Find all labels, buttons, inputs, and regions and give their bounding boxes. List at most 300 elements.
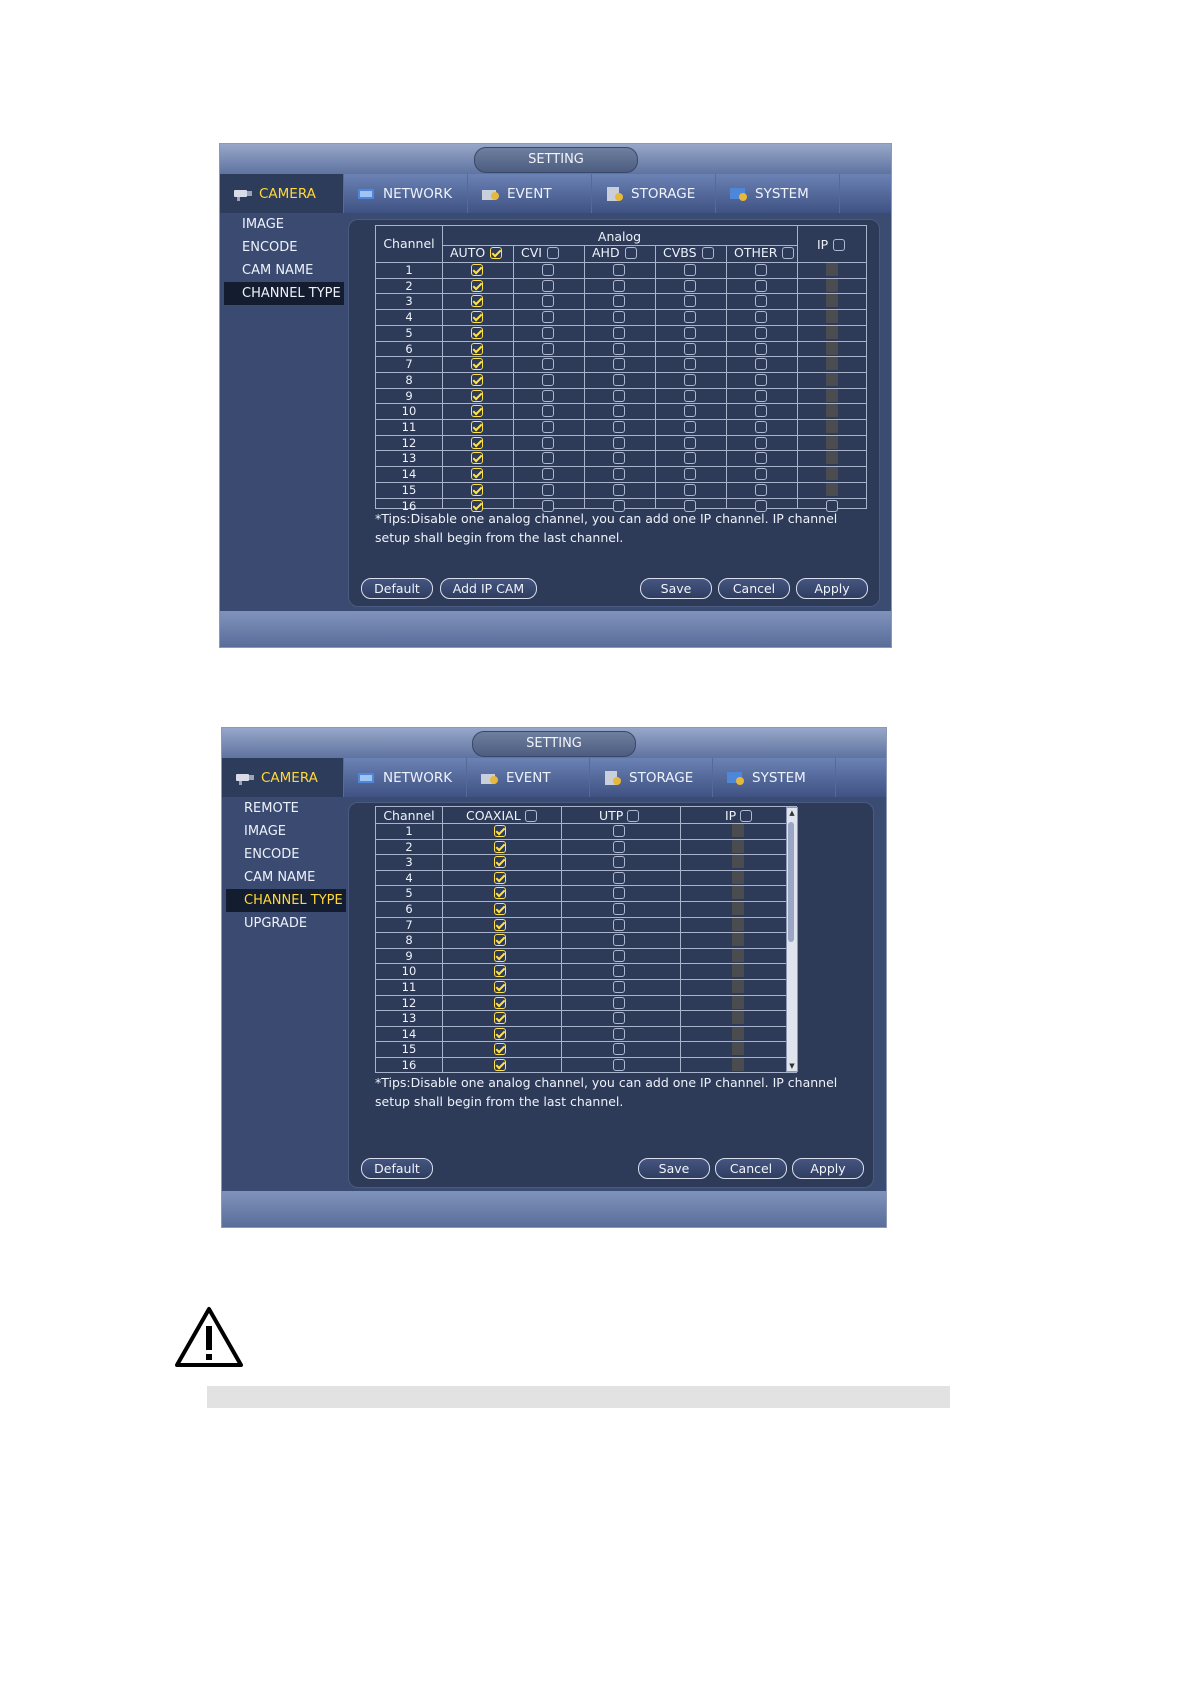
row-checkbox-auto[interactable]: [471, 358, 483, 370]
row-checkbox-auto[interactable]: [471, 437, 483, 449]
channel-number: 3: [405, 855, 413, 870]
channel-number: 2: [405, 278, 413, 293]
row-checkbox-utp[interactable]: [613, 919, 625, 931]
row-checkbox-auto[interactable]: [471, 311, 483, 323]
row-checkbox-utp[interactable]: [613, 965, 625, 977]
row-checkbox-cvi[interactable]: [542, 280, 554, 292]
channel-number: 1: [405, 824, 413, 838]
row-checkbox-cvbs[interactable]: [684, 437, 696, 449]
row-checkbox-ahd[interactable]: [613, 484, 625, 496]
row-checkbox-coaxial[interactable]: [494, 903, 506, 915]
row-checkbox-auto[interactable]: [471, 405, 483, 417]
channel-type-table: [375, 225, 867, 513]
row-checkbox-other[interactable]: [755, 468, 767, 480]
channel-number: 8: [405, 933, 413, 948]
sidebar-item-encode[interactable]: ENCODE: [242, 240, 298, 255]
default-button[interactable]: Default: [361, 1158, 433, 1179]
grid-line: [376, 498, 866, 499]
row-ip-disabled: [732, 1011, 744, 1024]
add-ip-cam-button[interactable]: Add IP CAM: [440, 578, 537, 599]
row-ip-disabled: [732, 886, 744, 899]
row-checkbox-other[interactable]: [755, 311, 767, 323]
channel-type-screen-2: [221, 727, 887, 1228]
row-checkbox-other[interactable]: [755, 343, 767, 355]
grid-line: [561, 807, 562, 1072]
scroll-down-arrow-icon[interactable]: ▼: [789, 1062, 795, 1070]
default-button[interactable]: Default: [361, 578, 433, 599]
channel-type-table: [375, 806, 797, 1073]
sidebar: [220, 213, 352, 611]
row-checkbox-ahd[interactable]: [613, 358, 625, 370]
tab-storage[interactable]: [592, 174, 716, 213]
main-tabs: [222, 758, 886, 797]
tips-line-2: setup shall begin from the last channel.: [375, 1094, 624, 1109]
column-header-label: OTHER: [734, 245, 778, 260]
channel-number: 13: [401, 1011, 417, 1026]
row-checkbox-auto[interactable]: [471, 390, 483, 402]
channel-number: 6: [405, 341, 413, 356]
sidebar-item-image[interactable]: IMAGE: [244, 824, 287, 839]
row-checkbox-cvbs[interactable]: [684, 295, 696, 307]
channel-number: 1: [405, 263, 413, 277]
row-checkbox-cvi[interactable]: [542, 437, 554, 449]
row-checkbox-utp[interactable]: [613, 903, 625, 915]
tab-label: SYSTEM: [752, 769, 806, 786]
row-checkbox-cvbs[interactable]: [684, 311, 696, 323]
channel-number: 14: [401, 1026, 417, 1041]
grid-line: [376, 262, 866, 263]
channel-number: 5: [405, 325, 413, 340]
row-checkbox-coaxial[interactable]: [494, 856, 506, 868]
content-panel: [348, 219, 880, 607]
row-checkbox-coaxial[interactable]: [494, 950, 506, 962]
system-icon: [725, 770, 747, 786]
grid-line: [376, 403, 866, 404]
channel-number: 8: [405, 372, 413, 387]
scroll-up-arrow-icon[interactable]: ▲: [789, 809, 795, 817]
row-checkbox-other[interactable]: [755, 452, 767, 464]
row-checkbox-auto[interactable]: [471, 280, 483, 292]
content-panel: [348, 802, 874, 1188]
column-header-label: CVI: [521, 245, 542, 260]
camera-icon: [232, 186, 254, 202]
sidebar-item-remote[interactable]: REMOTE: [244, 801, 299, 816]
channel-number: 4: [405, 870, 413, 885]
column-header-label: COAXIAL: [466, 808, 521, 823]
row-checkbox-auto[interactable]: [471, 452, 483, 464]
channel-number: 9: [405, 388, 413, 403]
channel-number: 12: [401, 995, 417, 1010]
tips-text: [375, 509, 875, 547]
row-ip-disabled: [732, 933, 744, 946]
window-title: SETTING: [474, 147, 638, 173]
column-header-checkbox[interactable]: [625, 247, 637, 259]
grid-line: [376, 341, 866, 342]
channel-number: 13: [401, 451, 417, 466]
row-checkbox-utp[interactable]: [613, 950, 625, 962]
tab-storage[interactable]: [590, 758, 713, 797]
row-checkbox-cvbs[interactable]: [684, 327, 696, 339]
row-checkbox-cvi[interactable]: [542, 358, 554, 370]
tab-label: STORAGE: [629, 769, 694, 786]
channel-number: 16: [401, 498, 417, 513]
row-checkbox-other[interactable]: [755, 390, 767, 402]
row-checkbox-auto[interactable]: [471, 374, 483, 386]
row-ip-disabled: [732, 918, 744, 931]
row-checkbox-auto[interactable]: [471, 421, 483, 433]
row-checkbox-cvi[interactable]: [542, 295, 554, 307]
row-ip-disabled: [732, 964, 744, 977]
tab-event[interactable]: [467, 758, 590, 797]
row-checkbox-cvbs[interactable]: [684, 405, 696, 417]
grid-line: [376, 356, 866, 357]
row-checkbox-ahd[interactable]: [613, 390, 625, 402]
tab-system[interactable]: [716, 174, 840, 213]
row-checkbox-coaxial[interactable]: [494, 981, 506, 993]
camera-icon: [234, 770, 256, 786]
column-header-checkbox[interactable]: [782, 247, 794, 259]
row-ip-disabled: [826, 279, 838, 292]
row-checkbox-cvi[interactable]: [542, 343, 554, 355]
row-checkbox-cvi[interactable]: [542, 405, 554, 417]
event-icon: [480, 186, 502, 202]
channel-number: 15: [401, 482, 417, 497]
grid-line: [376, 466, 866, 467]
column-header-label: UTP: [599, 808, 624, 823]
channel-number: 10: [401, 964, 417, 979]
row-checkbox-cvi[interactable]: [542, 484, 554, 496]
row-checkbox-cvbs[interactable]: [684, 280, 696, 292]
row-checkbox-coaxial[interactable]: [494, 965, 506, 977]
row-checkbox-coaxial[interactable]: [494, 1028, 506, 1040]
row-ip-disabled: [826, 467, 838, 480]
row-checkbox-utp[interactable]: [613, 981, 625, 993]
row-checkbox-ahd[interactable]: [613, 280, 625, 292]
row-checkbox-ahd[interactable]: [613, 374, 625, 386]
row-ip-disabled: [826, 294, 838, 307]
row-checkbox-utp[interactable]: [613, 1059, 625, 1071]
grid-line: [726, 245, 727, 508]
row-checkbox-coaxial[interactable]: [494, 919, 506, 931]
row-ip-disabled: [732, 902, 744, 915]
channel-number: 3: [405, 294, 413, 309]
column-header-label: CVBS: [663, 245, 697, 260]
tab-label: SYSTEM: [755, 185, 809, 202]
channel-number: 4: [405, 310, 413, 325]
row-checkbox-cvi[interactable]: [542, 452, 554, 464]
column-header-label: IP: [725, 808, 737, 823]
tab-label: EVENT: [506, 769, 551, 786]
tab-network[interactable]: [344, 758, 467, 797]
channel-type-screen-1: [219, 143, 892, 648]
column-header-checkbox[interactable]: [740, 810, 752, 822]
row-checkbox-cvbs[interactable]: [684, 374, 696, 386]
save-button[interactable]: Save: [638, 1158, 710, 1179]
row-checkbox-ahd[interactable]: [613, 437, 625, 449]
grid-line: [584, 245, 585, 508]
row-checkbox-coaxial[interactable]: [494, 887, 506, 899]
event-icon: [479, 770, 501, 786]
row-checkbox-utp[interactable]: [613, 997, 625, 1009]
tab-system[interactable]: [713, 758, 836, 797]
grid-line: [376, 325, 866, 326]
column-header-label: AUTO: [450, 245, 486, 260]
channel-number: 15: [401, 1042, 417, 1057]
row-checkbox-cvbs[interactable]: [684, 452, 696, 464]
ip-header: [817, 237, 845, 252]
row-checkbox-other[interactable]: [755, 280, 767, 292]
row-ip-disabled: [826, 451, 838, 464]
channel-number: 6: [405, 902, 413, 916]
channel-number: 14: [401, 467, 417, 482]
row-ip-disabled: [732, 996, 744, 1009]
channel-header: Channel: [383, 808, 435, 823]
tab-network[interactable]: [344, 174, 468, 213]
channel-number: 11: [401, 980, 417, 994]
sidebar-item-channel-type[interactable]: CHANNEL TYPE: [226, 889, 346, 912]
row-checkbox-cvi[interactable]: [542, 264, 554, 276]
row-ip-disabled: [732, 949, 744, 962]
channel-number: 9: [405, 948, 413, 963]
footer-bar: [222, 1191, 886, 1227]
grid-line: [376, 309, 866, 310]
row-checkbox-other[interactable]: [755, 437, 767, 449]
row-checkbox-other[interactable]: [755, 421, 767, 433]
sidebar-item-image[interactable]: IMAGE: [242, 217, 285, 232]
column-header: [450, 245, 502, 260]
note-bar: [207, 1386, 950, 1408]
tab-label: STORAGE: [631, 185, 696, 202]
row-checkbox-auto[interactable]: [471, 295, 483, 307]
row-checkbox-auto[interactable]: [471, 343, 483, 355]
analog-group-header: Analog: [597, 229, 642, 244]
grid-line: [655, 245, 656, 508]
grid-line: [376, 293, 866, 294]
row-checkbox-ahd[interactable]: [613, 452, 625, 464]
title-bar: [222, 728, 886, 758]
column-header-checkbox[interactable]: [490, 247, 502, 259]
column-header: [521, 245, 559, 260]
row-checkbox-utp[interactable]: [613, 887, 625, 899]
row-ip-disabled: [732, 1058, 744, 1071]
row-ip-disabled: [732, 871, 744, 884]
row-ip-disabled: [826, 389, 838, 402]
row-checkbox-cvi[interactable]: [542, 421, 554, 433]
row-checkbox-cvbs[interactable]: [684, 343, 696, 355]
row-checkbox-ahd[interactable]: [613, 264, 625, 276]
row-checkbox-utp[interactable]: [613, 1028, 625, 1040]
cancel-button[interactable]: Cancel: [718, 578, 790, 599]
row-ip-disabled: [732, 980, 744, 993]
column-header: [466, 808, 537, 823]
row-checkbox-other[interactable]: [755, 484, 767, 496]
sidebar: [222, 797, 354, 1191]
title-bar: [220, 144, 891, 174]
row-checkbox-auto[interactable]: [471, 327, 483, 339]
column-header: [599, 808, 639, 823]
channel-number: 11: [401, 420, 417, 434]
row-ip-disabled: [826, 310, 838, 323]
row-ip-disabled: [826, 373, 838, 386]
grid-line: [513, 245, 514, 508]
tab-label: NETWORK: [383, 769, 453, 786]
tab-label: NETWORK: [383, 185, 453, 202]
row-checkbox-cvbs[interactable]: [684, 468, 696, 480]
row-checkbox-utp[interactable]: [613, 856, 625, 868]
row-checkbox-cvbs[interactable]: [684, 264, 696, 276]
grid-line: [376, 372, 866, 373]
row-checkbox-ahd[interactable]: [613, 311, 625, 323]
row-checkbox-coaxial[interactable]: [494, 1012, 506, 1024]
tab-label: CAMERA: [259, 185, 316, 202]
column-header: [734, 245, 794, 260]
row-checkbox-utp[interactable]: [613, 841, 625, 853]
row-checkbox-cvi[interactable]: [542, 468, 554, 480]
grid-line: [680, 807, 681, 1072]
row-ip-disabled: [826, 436, 838, 449]
row-checkbox-other[interactable]: [755, 264, 767, 276]
storage-icon: [604, 186, 626, 202]
row-checkbox-coaxial[interactable]: [494, 1059, 506, 1071]
row-ip-disabled: [732, 824, 744, 837]
row-checkbox-utp[interactable]: [613, 825, 625, 837]
column-header: [663, 245, 714, 260]
channel-number: 16: [401, 1058, 417, 1072]
column-header-checkbox[interactable]: [702, 247, 714, 259]
network-icon: [356, 770, 378, 786]
grid-line: [376, 419, 866, 420]
channel-number: 7: [405, 357, 413, 372]
row-ip-disabled: [826, 326, 838, 339]
cancel-button[interactable]: Cancel: [715, 1158, 787, 1179]
window-title: SETTING: [472, 731, 636, 757]
tab-event[interactable]: [468, 174, 592, 213]
tips-line-1: *Tips:Disable one analog channel, you can add one IP channel. IP channel: [375, 1075, 838, 1090]
sidebar-item-channel-type[interactable]: CHANNEL TYPE: [224, 282, 344, 305]
grid-line: [376, 278, 866, 279]
apply-button[interactable]: Apply: [796, 578, 868, 599]
row-ip-disabled: [826, 342, 838, 355]
row-checkbox-ahd[interactable]: [613, 421, 625, 433]
tab-camera[interactable]: [220, 174, 344, 213]
row-checkbox-ahd[interactable]: [613, 295, 625, 307]
channel-number: 2: [405, 839, 413, 854]
tips-line-2: setup shall begin from the last channel.: [375, 530, 624, 545]
system-icon: [728, 186, 750, 202]
row-checkbox-coaxial[interactable]: [494, 997, 506, 1009]
channel-header: Channel: [383, 236, 435, 251]
column-header-checkbox[interactable]: [627, 810, 639, 822]
grid-line: [376, 450, 866, 451]
sidebar-item-cam-name[interactable]: CAM NAME: [244, 870, 316, 885]
row-checkbox-cvbs[interactable]: [684, 390, 696, 402]
row-checkbox-cvi[interactable]: [542, 327, 554, 339]
row-checkbox-coaxial[interactable]: [494, 841, 506, 853]
grid-line: [442, 807, 443, 1072]
footer-bar: [220, 611, 891, 647]
apply-button[interactable]: Apply: [792, 1158, 864, 1179]
row-ip-disabled: [732, 840, 744, 853]
row-checkbox-utp[interactable]: [613, 872, 625, 884]
channel-number: 7: [405, 917, 413, 932]
row-ip-disabled: [732, 855, 744, 868]
row-checkbox-auto[interactable]: [471, 468, 483, 480]
grid-line: [376, 482, 866, 483]
ip-header-label: IP: [817, 237, 829, 252]
column-header-checkbox[interactable]: [525, 810, 537, 822]
sidebar-item-cam-name[interactable]: CAM NAME: [242, 263, 314, 278]
row-checkbox-coaxial[interactable]: [494, 872, 506, 884]
column-header: [725, 808, 752, 823]
column-header-label: AHD: [592, 245, 620, 260]
row-checkbox-cvbs[interactable]: [684, 421, 696, 433]
warning-icon: [174, 1306, 244, 1368]
row-ip-disabled: [826, 404, 838, 417]
network-icon: [356, 186, 378, 202]
row-checkbox-utp[interactable]: [613, 934, 625, 946]
row-ip-disabled: [826, 263, 838, 276]
grid-line: [376, 435, 866, 436]
tips-text: [375, 1073, 875, 1111]
channel-number: 10: [401, 404, 417, 419]
save-button[interactable]: Save: [640, 578, 712, 599]
row-checkbox-cvi[interactable]: [542, 311, 554, 323]
row-checkbox-ahd[interactable]: [613, 405, 625, 417]
row-checkbox-ahd[interactable]: [613, 343, 625, 355]
channel-number: 12: [401, 435, 417, 450]
row-checkbox-coaxial[interactable]: [494, 825, 506, 837]
row-ip-disabled: [826, 420, 838, 433]
row-checkbox-other[interactable]: [755, 405, 767, 417]
row-checkbox-utp[interactable]: [613, 1043, 625, 1055]
scroll-thumb[interactable]: [788, 822, 794, 942]
tab-camera[interactable]: [222, 758, 344, 797]
row-checkbox-other[interactable]: [755, 374, 767, 386]
row-checkbox-ahd[interactable]: [613, 468, 625, 480]
row-checkbox-other[interactable]: [755, 358, 767, 370]
tab-label: EVENT: [507, 185, 552, 202]
row-checkbox-cvi[interactable]: [542, 390, 554, 402]
row-checkbox-other[interactable]: [755, 295, 767, 307]
row-checkbox-cvi[interactable]: [542, 374, 554, 386]
sidebar-item-upgrade[interactable]: UPGRADE: [244, 916, 308, 931]
row-checkbox-coaxial[interactable]: [494, 1043, 506, 1055]
row-checkbox-ahd[interactable]: [613, 327, 625, 339]
row-checkbox-coaxial[interactable]: [494, 934, 506, 946]
ip-header-checkbox[interactable]: [833, 239, 845, 251]
column-header-checkbox[interactable]: [547, 247, 559, 259]
channel-number: 5: [405, 886, 413, 901]
row-ip-disabled: [826, 483, 838, 496]
row-ip-disabled: [732, 1027, 744, 1040]
tab-label: CAMERA: [261, 769, 318, 786]
row-checkbox-cvbs[interactable]: [684, 484, 696, 496]
main-tabs: [220, 174, 891, 213]
row-ip-disabled: [732, 1042, 744, 1055]
tips-line-1: *Tips:Disable one analog channel, you can add one IP channel. IP channel: [375, 511, 838, 526]
row-ip-disabled: [826, 357, 838, 370]
storage-icon: [602, 770, 624, 786]
grid-line: [376, 388, 866, 389]
row-checkbox-auto[interactable]: [471, 264, 483, 276]
row-checkbox-other[interactable]: [755, 327, 767, 339]
sidebar-item-encode[interactable]: ENCODE: [244, 847, 300, 862]
row-checkbox-utp[interactable]: [613, 1012, 625, 1024]
row-checkbox-auto[interactable]: [471, 484, 483, 496]
scrollbar[interactable]: [786, 807, 798, 1072]
column-header: [592, 245, 637, 260]
row-checkbox-cvbs[interactable]: [684, 358, 696, 370]
